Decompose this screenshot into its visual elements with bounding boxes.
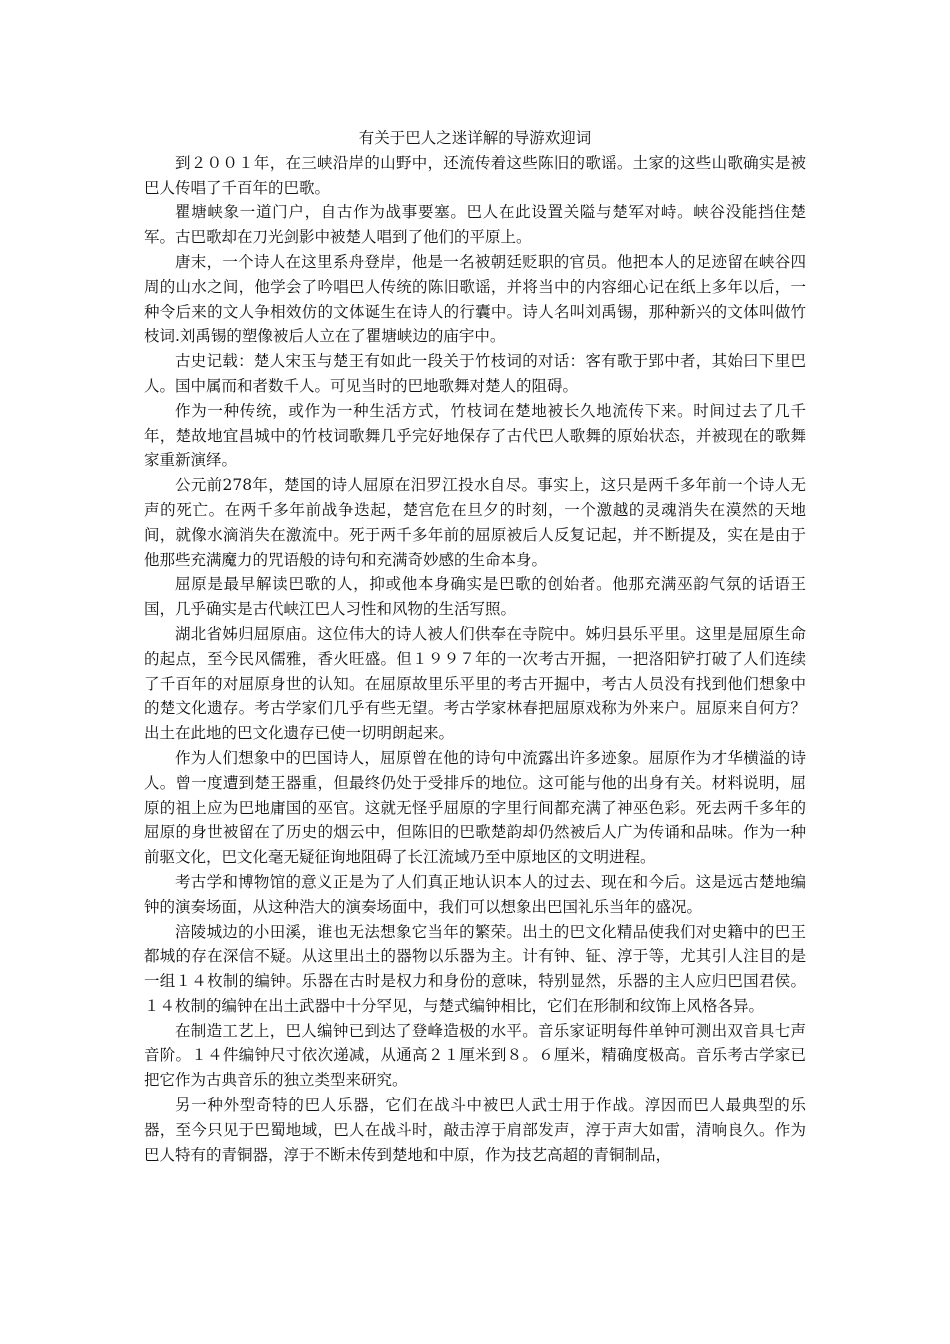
document-title: 有关于巴人之迷详解的导游欢迎词: [358, 129, 592, 147]
paragraph: 在制造工艺上，巴人编钟已到达了登峰造极的水平。音乐家证明每件单钟可测出双音具七声音阶。１４件编钟尺寸依次递减，从通高２１厘米到８。６厘米，精确度极高。音乐考古学家已把它作为古典音乐的独立类型来研究。: [144, 1021, 806, 1090]
paragraph: 涪陵城边的小田溪，谁也无法想象它当年的繁荣。出土的巴文化精品使我们对史籍中的巴王都城的存在深信不疑。从这里出土的器物以乐器为主。计有钟、钲、淳于等，尤其引人注目的是一组１４枚制的编钟。乐器在古时是权力和身份的意味，特别显然，乐器的主人应归巴国君侯。１４枚制的编钟在出土武器中十分罕见，与楚式编钟相比，它们在形制和纹饰上风格各异。: [144, 922, 806, 1015]
paragraph: 屈原是最早解读巴歌的人，抑或他本身确实是巴歌的创始者。他那充满巫韵气氛的话语王国，几乎确实是古代峡江巴人习性和风物的生活写照。: [144, 575, 806, 619]
paragraph: 瞿塘峡象一道门户，自古作为战事要塞。巴人在此设置关隘与楚军对峙。峡谷没能挡住楚军。古巴歌却在刀光剑影中被楚人唱到了他们的平原上。: [144, 203, 806, 247]
paragraph: 到２００１年，在三峡沿岸的山野中，还流传着这些陈旧的歌谣。土家的这些山歌确实是被巴人传唱了千百年的巴歌。: [144, 153, 806, 197]
paragraph: 湖北省姊归屈原庙。这位伟大的诗人被人们供奉在寺院中。姊归县乐平里。这里是屈原生命的起点，至今民风儒雅，香火旺盛。但１９９７年的一次考古开掘，一把洛阳铲打破了人们连续了千百年的对屈原身世的认知。在屈原故里乐平里的考古开掘中，考古人员没有找到他们想象中的楚文化遗存。考古学家们几乎有些无望。考古学家林春把屈原戏称为外来户。屈原来自何方？出土在此地的巴文化遗存已使一切明朗起来。: [144, 624, 806, 743]
paragraph: 考古学和博物馆的意义正是为了人们真正地认识本人的过去、现在和今后。这是远古楚地编钟的演奏场面，从这种浩大的演奏场面中，我们可以想象出巴国礼乐当年的盛况。: [144, 872, 806, 916]
paragraph: 公元前278年，楚国的诗人屈原在汨罗江投水自尽。事实上，这只是两千多年前一个诗人无声的死亡。在两千多年前战争迭起，楚宫危在旦夕的时刻，一个激越的灵魂消失在漠然的天地间，就像水滴消失在激流中。死于两千多年前的屈原被后人反复记起，并不断提及，实在是由于他那些充满魔力的咒语般的诗句和充满奇妙感的生命本身。: [144, 476, 806, 569]
paragraph: 作为一种传统，或作为一种生活方式，竹枝词在楚地被长久地流传下来。时间过去了几千年，楚故地宜昌城中的竹枝词歌舞几乎完好地保存了古代巴人歌舞的原始状态，并被现在的歌舞家重新演绎。: [144, 401, 806, 470]
document-body: [144, 126, 806, 1167]
paragraph: 作为人们想象中的巴国诗人，屈原曾在他的诗句中流露出许多迹象。屈原作为才华横溢的诗人。曾一度遭到楚王器重，但最终仍处于受排斥的地位。这可能与他的出身有关。材料说明，屈原的祖上应为巴地庸国的巫官。这就无怪乎屈原的字里行间都充满了神巫色彩。死去两千多年的屈原的身世被留在了历史的烟云中，但陈旧的巴歌楚韵却仍然被后人广为传诵和品味。作为一种前驱文化，巴文化毫无疑征询地阻碍了长江流域乃至中原地区的文明进程。: [144, 748, 806, 867]
paragraph: 唐末，一个诗人在这里系舟登岸，他是一名被朝廷贬职的官员。他把本人的足迹留在峡谷四周的山水之间，他学会了吟唱巴人传统的陈旧歌谣，并将当中的内容细心记在纸上多年以后，一种令后来的文人争相效仿的文体诞生在诗人的行囊中。诗人名叫刘禹锡，那种新兴的文体叫做竹枝词.刘禹锡的塑像被后人立在了瞿塘峡边的庙宇中。: [144, 252, 806, 346]
paragraph: 另一种外型奇特的巴人乐器，它们在战斗中被巴人武士用于作战。淳因而巴人最典型的乐器，至今只见于巴蜀地域，巴人在战斗时，敲击淳于肩部发声，淳于声大如雷，清响良久。作为巴人特有的青铜器，淳于不断未传到楚地和中原，作为技艺高超的青铜制品，: [144, 1096, 806, 1164]
paragraph: 古史记载：楚人宋玉与楚王有如此一段关于竹枝词的对话：客有歌于郢中者，其始曰下里巴人。国中属而和者数千人。可见当时的巴地歌舞对楚人的阻碍。: [144, 352, 806, 395]
